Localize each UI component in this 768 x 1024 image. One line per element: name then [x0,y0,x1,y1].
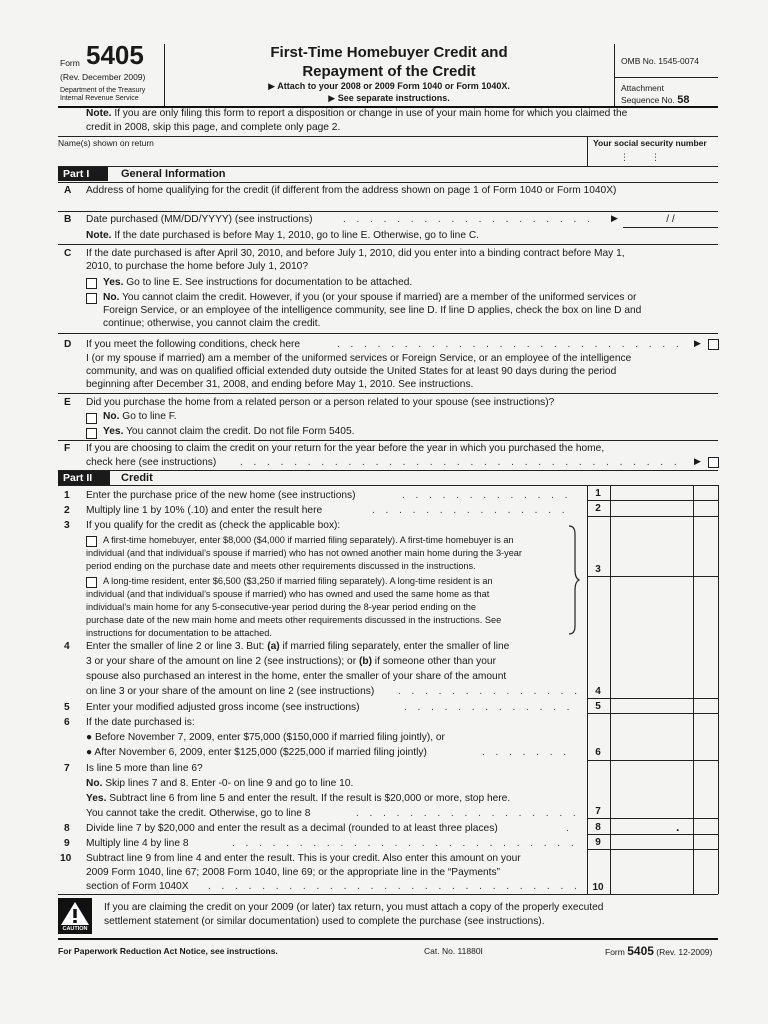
line-6-number: 6 [64,717,70,728]
part-2-grid-line-left [587,485,588,894]
line-d-text-3: community, and was on qualified official extended duty outside the United States for at least 90 days during the period [86,366,617,377]
line-4-text-2c: if someone other than your [371,656,496,667]
line-5-leader-dots: . . . . . . . . . . . . . [404,702,574,713]
dept-line-1: Department of the Treasury [60,87,146,94]
box-num-7: 7 [595,806,601,817]
line-d-arrow-icon: ▶ [694,338,701,348]
line-b-leader-dots: . . . . . . . . . . . . . . . . . . . [343,214,594,225]
line-a-address-input[interactable] [86,198,716,210]
line-4-text-2 [86,656,496,668]
line-1-text: Enter the purchase price of the new home (see instructions) [86,490,356,501]
line-10-amount-input[interactable] [611,850,693,894]
line-4-number: 4 [64,641,70,652]
caution-icon [58,898,92,934]
box-num-2: 2 [595,503,601,514]
line-f-text-2: check here (see instructions) [86,457,217,468]
line-d-text: If you meet the following conditions, check here [86,339,301,350]
line-f-leader-dots: . . . . . . . . . . . . . . . . . . . . . . . . . . . . . . . . . [240,457,681,468]
note-top-label: Note. [86,108,112,119]
line-c-no-text-2: Foreign Service, or an employee of the intelligence community, see line D. If line D applies, check the box on line D and [103,305,642,316]
box-num-10: 10 [592,882,604,893]
line-4-text-3: spouse also purchased an interest in the home, enter the smaller of your share of the amount [86,671,507,682]
note-top-text-1: If you are only filing this form to report a disposition or change in use of your main home for which you claimed the [114,108,628,119]
line-8-text: Divide line 7 by $20,000 and enter the result as a decimal (rounded to at least three places) [86,823,498,834]
footer-form-id [605,944,712,958]
line-3-opt2-text-3: individual’s main home for any 5-consecutive-year period during the 8-year period ending on the [86,602,477,612]
ssn-divider [587,136,588,166]
see-separate-instructions: ▶ See separate instructions. [328,93,450,103]
catalog-number: Cat. No. 11880I [424,946,483,956]
line-6-bullet-2: ● After November 6, 2009, enter $125,000 ($225,000 if married filing jointly) [86,747,427,758]
line-3-opt2-text-2: individual (and that individual’s spouse if married) who has owned and used the same home as that [86,589,490,599]
line-7-yes [86,793,510,805]
line-c-yes-checkbox[interactable] [86,278,97,289]
line-5-amount-input[interactable] [611,699,693,713]
line-b-text: Date purchased (MM/DD/YYYY) (see instructions) [86,214,313,225]
box-num-4: 4 [595,686,601,697]
line-3-number: 3 [64,520,70,531]
note-bottom-rule [58,136,718,137]
line-c-no-text-3: continue; otherwise, you cannot claim the credit. [103,318,321,329]
line-b-arrow-icon: ▶ [611,213,618,223]
note-top-line-1 [86,108,627,120]
line-7-number: 7 [64,763,70,774]
line-e-no [103,411,177,423]
sequence-label-text: Sequence No. [621,95,675,105]
line-3-opt2-text-1: A long-time resident, enter $6,500 ($3,250 if married filing separately). A long-time resident is an [103,576,493,586]
line-1-amount-input[interactable] [611,486,693,500]
line-8-amount-input[interactable] [611,819,693,834]
line-c-no [103,292,636,304]
part-2-grid-line-right [718,485,719,894]
box-num-5: 5 [595,701,601,712]
line-e-no-label: No. [103,411,120,422]
part-2-bottom-rule [58,894,718,895]
line-e-no-checkbox[interactable] [86,413,97,424]
line-8-decimal-point: . [676,820,680,834]
line-9-amount-input[interactable] [611,835,693,849]
line-3-opt2-text-5: instructions for documentation to be attached. [86,628,272,638]
line-e-rule [58,440,718,441]
line-c-text-1: If the date purchased is after April 30, 2010, and before July 1, 2010, did you enter into a binding contract before May 1, [86,248,625,259]
line-4-leader-dots: . . . . . . . . . . . . . . [398,686,582,697]
warning-triangle-icon [58,899,92,927]
line-3-text: If you qualify for the credit as (check the applicable box): [86,520,341,531]
line-6-amount-input[interactable] [611,714,693,760]
dept-line-2: Internal Revenue Service [60,95,139,102]
names-label: Name(s) shown on return [58,138,154,148]
attach-instruction: ▶ Attach to your 2008 or 2009 Form 1040 or Form 1040X. [268,81,510,91]
line-f-rule [58,470,718,471]
line-8-leader-dots: . [566,823,573,834]
box-num-9: 9 [595,837,601,848]
line-2-amount-input[interactable] [611,501,693,516]
line-d-checkbox[interactable] [708,339,719,350]
form-label: Form [60,58,80,68]
part-2-grid-line-cents [693,485,694,894]
line-5-text: Enter your modified adjusted gross income (see instructions) [86,702,360,713]
caution-icon-label: CAUTION [62,926,88,932]
line-e-yes-checkbox[interactable] [86,428,97,439]
part-1-title-rule [58,182,718,183]
form-title-line-1: First-Time Homebuyer Credit and [270,44,508,61]
form-title-line-2: Repayment of the Credit [302,63,476,80]
line-7-no-label: No. [86,778,103,789]
line-7-leader-dots: . . . . . . . . . . . . . . . . . [356,808,580,819]
line-d-letter: D [64,339,72,350]
line-2-leader-dots: . . . . . . . . . . . . . . . [372,505,569,516]
line-1-number: 1 [64,490,70,501]
line-f-letter: F [64,443,71,454]
line-e-letter: E [64,397,71,408]
line-6-leader-dots: . . . . . . . [482,747,571,758]
box-num-6: 6 [595,747,601,758]
line-c-yes-label: Yes. [103,277,124,288]
line-e-yes [103,426,354,438]
line-c-text-2: 2010, to purchase the home before July 1, 2010? [86,261,309,272]
line-b-letter: B [64,214,72,225]
line-10-number: 10 [60,853,72,864]
sequence-label [621,94,690,106]
line-6-text: If the date purchased is: [86,717,195,728]
line-4-text-2a: 3 or your share of the amount on line 2 (see instructions); or [86,656,359,667]
line-3-amount-input[interactable] [611,517,693,576]
line-3-opt1-text-3: period ending on the purchase date and meets other requirements discussed in the instructions. [86,561,476,571]
line-c-yes-text: Go to line E. See instructions for documentation to be attached. [126,277,413,288]
line-7-yes-label: Yes. [86,793,107,804]
line-7-no [86,778,353,790]
line-f-checkbox[interactable] [708,457,719,468]
footer-top-rule [58,938,718,940]
line-c-yes [103,277,412,289]
line-4-text-1a: Enter the smaller of line 2 or line 3. But: [86,641,268,652]
part-2-tag: Part II [58,471,110,485]
sequence-number: 58 [677,94,690,106]
line-3-first-time-checkbox[interactable] [86,536,97,547]
line-3-brace-icon [566,524,580,636]
line-b-note-text: If the date purchased is before May 1, 2010, go to line E. Otherwise, go to line C. [114,230,480,241]
part-1-tag: Part I [58,167,108,181]
line-d-rule [58,393,718,394]
line-7-yes-text-2: You cannot take the credit. Otherwise, go to line 8 [86,808,311,819]
omb-divider [614,77,718,78]
line-4-text-1c: if married filing separately, enter the smaller of line [279,641,510,652]
line-5-number: 5 [64,702,70,713]
line-a-text: Address of home qualifying for the credit (if different from the address shown on page 1 of Form 1040 or Form 1040X) [86,185,617,196]
line-e-no-text: Go to line F. [122,411,177,422]
line-6-bullet-1: ● Before November 7, 2009, enter $75,000 ($150,000 if married filing jointly), or [86,732,445,743]
line-c-rule [58,333,718,334]
ssn-label: Your social security number [593,138,707,148]
line-d-text-2: I (or my spouse if married) am a member of the uniformed services or Foreign Service, or an employee of the intelligence [86,353,632,364]
line-2-text: Multiply line 1 by 10% (.10) and enter the result here [86,505,323,516]
line-c-no-text-1: You cannot claim the credit. However, if you (or your spouse if married) are a member of the uniformed services or [122,292,637,303]
line-7-amount-input[interactable] [611,761,693,818]
line-7-text: Is line 5 more than line 6? [86,763,203,774]
line-c-no-checkbox[interactable] [86,293,97,304]
line-4-text-1b: (a) [267,641,280,652]
line-7-no-text: Skip lines 7 and 8. Enter -0- on line 9 and go to line 10. [105,778,354,789]
footer-form-number: 5405 [627,944,654,958]
footer-form-revision: (Rev. 12-2009) [656,947,713,957]
line-9-text: Multiply line 4 by line 8 [86,838,189,849]
line-e-yes-text: You cannot claim the credit. Do not file Form 5405. [126,426,355,437]
line-8-number: 8 [64,823,70,834]
line-3-long-time-checkbox[interactable] [86,577,97,588]
line-4-text-4: on line 3 or your share of the amount on line 2 (see instructions) [86,686,375,697]
note-top-line-2: credit in 2008, skip this page, and complete only page 2. [86,122,341,133]
line-10-text-1: Subtract line 9 from line 4 and enter the result. This is your credit. Also enter this amount on your [86,853,521,864]
line-9-leader-dots: . . . . . . . . . . . . . . . . . . . . . . . . . . [232,838,578,849]
caution-text-2: settlement statement (or similar documentation) used to complete the purchase (see instructions). [104,916,545,927]
caution-text-1: If you are claiming the credit on your 2009 (or later) tax return, you must attach a copy of the properly executed [104,902,604,913]
line-a-letter: A [64,185,72,196]
form-revision: (Rev. December 2009) [60,72,146,82]
ssn-input[interactable]: ⋮ ⋮ [620,152,662,162]
header-divider-right [614,44,615,106]
box-num-8: 8 [595,822,601,833]
line-b-note-label: Note. [86,230,112,241]
attachment-label: Attachment [621,83,664,93]
line-10-leader-dots: . . . . . . . . . . . . . . . . . . . . . . . . . . . . [208,881,581,892]
paperwork-notice: For Paperwork Reduction Act Notice, see instructions. [58,946,278,956]
line-10-text-3: section of Form 1040X [86,881,189,892]
footer-form-word: Form [605,947,625,957]
part-2-title: Credit [121,472,153,484]
line-e-text: Did you purchase the home from a related person or a person related to your spouse (see instructions)? [86,397,555,408]
box-num-3: 3 [595,564,601,575]
line-b-date-input[interactable]: / / [623,214,718,228]
line-c-letter: C [64,248,72,259]
line-10-text-2: 2009 Form 1040, line 67; 2008 Form 1040, line 69; or the appropriate line in the “Payments” [86,867,500,878]
line-b-note [86,230,479,242]
line-d-text-4: beginning after December 31, 2008, and ending before May 1, 2010. See instructions. [86,379,474,390]
line-4-text-1 [86,641,509,653]
form-number: 5405 [86,40,144,70]
box-num-1: 1 [595,488,601,499]
line-2-number: 2 [64,505,70,516]
line-a-rule [58,211,718,212]
line-d-leader-dots: . . . . . . . . . . . . . . . . . . . . . . . . . . [337,339,683,350]
line-b-rule [58,244,718,245]
names-input[interactable] [58,150,586,164]
line-f-text-1: If you are choosing to claim the credit on your return for the year before the year in which you purchased the home, [86,443,605,454]
line-3-opt1-text-2: individual (and that individual’s spouse if married) who has not owned another main home during the 3-year [86,548,522,558]
omb-number: OMB No. 1545-0074 [621,56,699,66]
line-e-yes-label: Yes. [103,426,124,437]
line-f-arrow-icon: ▶ [694,456,701,466]
line-c-no-label: No. [103,292,120,303]
part-1-title: General Information [121,168,226,180]
line-1-leader-dots: . . . . . . . . . . . . . [402,490,572,501]
line-4-amount-input[interactable] [611,577,693,698]
line-4-text-2b: (b) [358,656,372,667]
line-3-opt1-text-1: A first-time homebuyer, enter $8,000 ($4,000 if married filing separately). A first-time homebuyer is an [103,535,514,545]
line-7-yes-text-1: Subtract line 6 from line 5 and enter the result. If the result is $20,000 or more, stop here. [109,793,511,804]
line-9-number: 9 [64,838,70,849]
line-3-opt2-text-4: purchase date of the new main home and meets other requirements discussed in the instructions. See [86,615,502,625]
